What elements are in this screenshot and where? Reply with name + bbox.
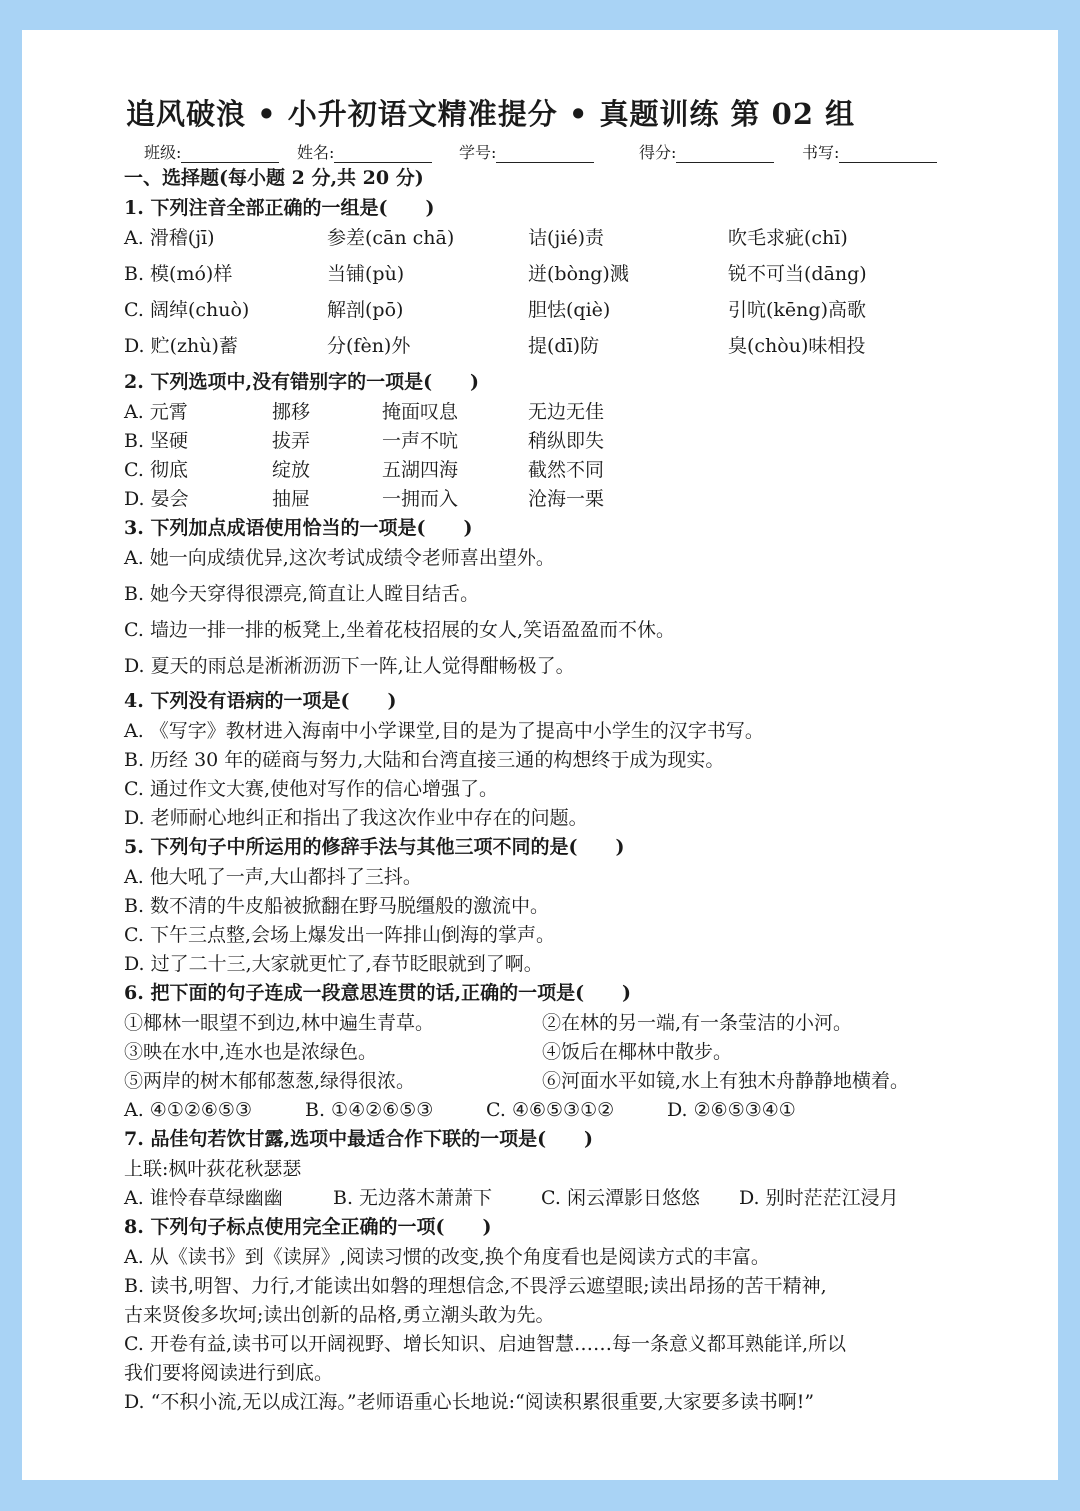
q2-option-c-4: 截然不同 xyxy=(528,459,605,481)
field-class: 班级: xyxy=(144,140,279,163)
q8-option-c: C. 开卷有益,读书可以开阔视野、增长知识、启迪智慧……每一条意义都耳熟能详,所以 xyxy=(124,1333,847,1355)
handwriting-blank[interactable] xyxy=(839,144,937,163)
q2-option-b-3: 一声不吭 xyxy=(382,430,459,452)
q2-option-a-3: 掩面叹息 xyxy=(382,401,459,423)
q1-option-a-2: 参差(cān chā) xyxy=(327,227,455,249)
question-2-stem: 2. 下列选项中,没有错别字的一项是( ) xyxy=(124,371,480,393)
q1-option-a-3: 诘(jié)责 xyxy=(528,227,605,249)
q7-upper-couplet: 上联:枫叶荻花秋瑟瑟 xyxy=(124,1158,302,1180)
q4-option-a: A. 《写字》教材进入海南中小学课堂,目的是为了提高中小学生的汉字书写。 xyxy=(124,720,764,742)
q5-option-c: C. 下午三点整,会场上爆发出一阵排山倒海的掌声。 xyxy=(124,924,555,946)
field-score: 得分: xyxy=(639,140,774,163)
q1-option-c-3: 胆怯(qiè) xyxy=(528,299,611,321)
q2-option-b-4: 稍纵即失 xyxy=(528,430,605,452)
q1-option-d-2: 分(fèn)外 xyxy=(327,335,411,357)
q6-sentence-4: ④饭后在椰林中散步。 xyxy=(542,1041,733,1063)
q8-option-c-cont: 我们要将阅读进行到底。 xyxy=(124,1362,334,1384)
q4-option-d: D. 老师耐心地纠正和指出了我这次作业中存在的问题。 xyxy=(124,807,588,829)
field-handwriting: 书写: xyxy=(802,140,937,163)
q8-option-b: B. 读书,明智、力行,才能读出如磐的理想信念,不畏浮云遮望眼;读出昂扬的苦干精神, xyxy=(124,1275,827,1297)
q3-option-a: A. 她一向成绩优异,这次考试成绩令老师喜出望外。 xyxy=(124,547,555,569)
q7-option-a: A. 谁怜春草绿幽幽 xyxy=(124,1187,283,1209)
q2-option-d-3: 一拥而入 xyxy=(382,488,459,510)
q3-option-c: C. 墙边一排一排的板凳上,坐着花枝招展的女人,笑语盈盈而不休。 xyxy=(124,619,676,641)
exam-paper xyxy=(22,30,1058,1480)
question-4-stem: 4. 下列没有语病的一项是( ) xyxy=(124,690,397,712)
class-blank[interactable] xyxy=(181,144,279,163)
q2-option-d-1: D. 晏会 xyxy=(124,488,189,510)
q7-option-c: C. 闲云潭影日悠悠 xyxy=(541,1187,700,1209)
q4-option-b: B. 历经 30 年的磋商与努力,大陆和台湾直接三通的构想终于成为现实。 xyxy=(124,749,725,771)
question-6-stem: 6. 把下面的句子连成一段意思连贯的话,正确的一项是( ) xyxy=(124,982,632,1004)
q2-option-d-2: 抽屉 xyxy=(272,488,311,510)
q1-option-d-3: 提(dī)防 xyxy=(528,335,600,357)
field-student-id: 学号: xyxy=(459,140,594,163)
q6-sentence-2: ②在林的另一端,有一条莹洁的小河。 xyxy=(542,1012,853,1034)
field-name: 姓名: xyxy=(297,140,432,163)
q6-option-b: B. ①④②⑥⑤③ xyxy=(305,1099,434,1121)
question-7-stem: 7. 品佳句若饮甘露,选项中最适合作下联的一项是( ) xyxy=(124,1128,594,1150)
q6-option-c: C. ④⑥⑤③①② xyxy=(486,1099,615,1121)
q3-option-d: D. 夏天的雨总是淅淅沥沥下一阵,让人觉得酣畅极了。 xyxy=(124,655,575,677)
q1-option-c-4: 引吭(kēng)高歌 xyxy=(728,299,866,321)
q2-option-b-1: B. 坚硬 xyxy=(124,430,189,452)
q6-sentence-1: ①椰林一眼望不到边,林中遍生青草。 xyxy=(124,1012,435,1034)
q1-option-a-1: A. 滑稽(jī) xyxy=(124,227,215,249)
q6-sentence-6: ⑥河面水平如镜,水上有独木舟静静地横着。 xyxy=(542,1070,910,1092)
q1-option-d-1: D. 贮(zhù)蓄 xyxy=(124,335,238,357)
q7-option-d: D. 别时茫茫江浸月 xyxy=(739,1187,899,1209)
q6-sentence-3: ③映在水中,连水也是浓绿色。 xyxy=(124,1041,378,1063)
q6-option-a: A. ④①②⑥⑤③ xyxy=(124,1099,252,1121)
q7-option-b: B. 无边落木萧萧下 xyxy=(333,1187,493,1209)
section-heading: 一、选择题(每小题 2 分,共 20 分) xyxy=(124,167,424,189)
q3-option-b: B. 她今天穿得很漂亮,简直让人瞠目结舌。 xyxy=(124,583,480,605)
question-3-stem: 3. 下列加点成语使用恰当的一项是( ) xyxy=(124,517,473,539)
name-blank[interactable] xyxy=(334,144,432,163)
q1-option-c-2: 解剖(pō) xyxy=(327,299,404,321)
q2-option-c-3: 五湖四海 xyxy=(382,459,459,481)
q2-option-a-2: 挪移 xyxy=(272,401,311,423)
q1-option-b-3: 迸(bòng)溅 xyxy=(528,263,629,285)
question-1-stem: 1. 下列注音全部正确的一组是( ) xyxy=(124,197,435,219)
q1-option-b-2: 当铺(pù) xyxy=(327,263,405,285)
score-blank[interactable] xyxy=(676,144,774,163)
q2-option-c-1: C. 彻底 xyxy=(124,459,188,481)
q1-option-b-4: 锐不可当(dāng) xyxy=(728,263,867,285)
q2-option-a-4: 无边无佳 xyxy=(528,401,605,423)
q2-option-d-4: 沧海一栗 xyxy=(528,488,605,510)
question-8-stem: 8. 下列句子标点使用完全正确的一项( ) xyxy=(124,1216,492,1238)
q6-option-d: D. ②⑥⑤③④① xyxy=(667,1099,796,1121)
q1-option-d-4: 臭(chòu)味相投 xyxy=(728,335,866,357)
q2-option-a-1: A. 元霄 xyxy=(124,401,188,423)
student-id-blank[interactable] xyxy=(496,144,594,163)
q1-option-a-4: 吹毛求疵(chī) xyxy=(728,227,848,249)
q8-option-b-cont: 古来贤俊多坎坷;读出创新的品格,勇立潮头敢为先。 xyxy=(124,1304,555,1326)
page-title: 追风破浪 • 小升初语文精准提分 • 真题训练 第 02 组 xyxy=(126,97,856,131)
q4-option-c: C. 通过作文大赛,使他对写作的信心增强了。 xyxy=(124,778,498,800)
q8-option-d: D. “不积小流,无以成江海。”老师语重心长地说:“阅读积累很重要,大家要多读书啊!” xyxy=(124,1391,815,1413)
q2-option-c-2: 绽放 xyxy=(272,459,311,481)
q6-sentence-5: ⑤两岸的树木郁郁葱葱,绿得很浓。 xyxy=(124,1070,416,1092)
q5-option-a: A. 他大吼了一声,大山都抖了三抖。 xyxy=(124,866,422,888)
q5-option-d: D. 过了二十三,大家就更忙了,春节眨眼就到了啊。 xyxy=(124,953,543,975)
q1-option-b-1: B. 模(mó)样 xyxy=(124,263,233,285)
q5-option-b: B. 数不清的牛皮船被掀翻在野马脱缰般的激流中。 xyxy=(124,895,550,917)
q1-option-c-1: C. 阔绰(chuò) xyxy=(124,299,250,321)
q2-option-b-2: 拔弄 xyxy=(272,430,311,452)
question-5-stem: 5. 下列句子中所运用的修辞手法与其他三项不同的是( ) xyxy=(124,836,625,858)
q8-option-a: A. 从《读书》到《读屏》,阅读习惯的改变,换个角度看也是阅读方式的丰富。 xyxy=(124,1246,770,1268)
